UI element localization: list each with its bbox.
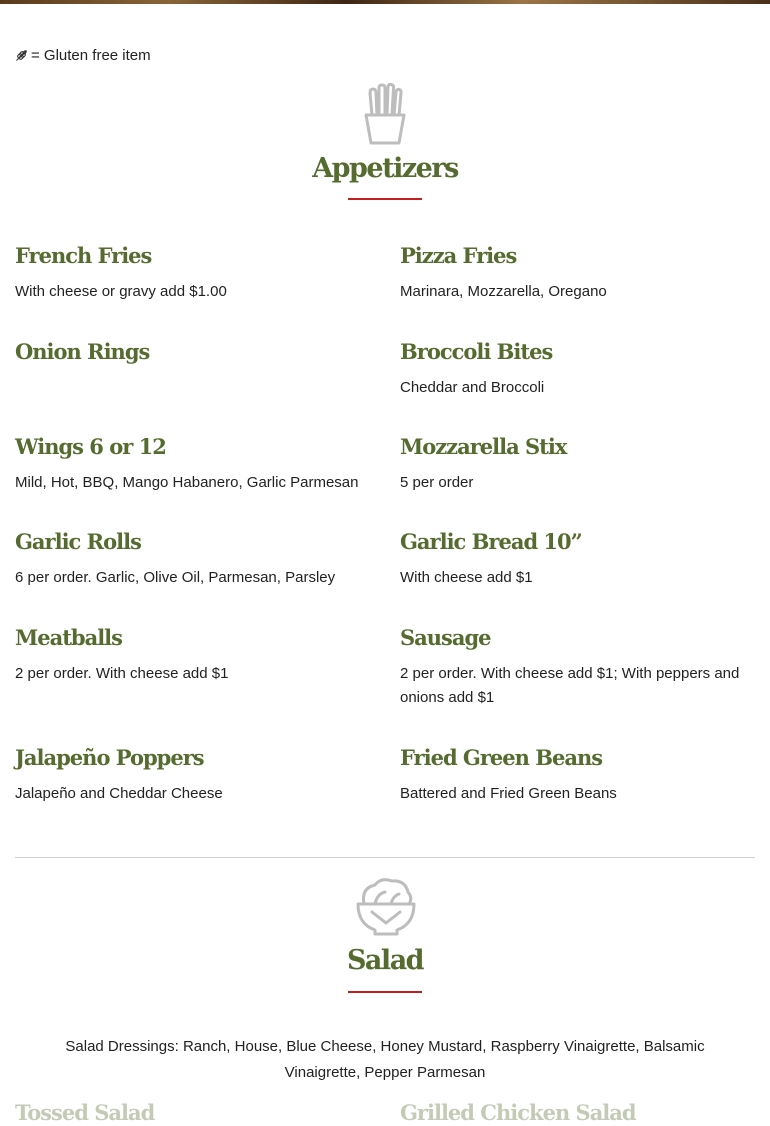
menu-item-name: Garlic Bread 10” — [400, 529, 582, 554]
menu-item — [400, 243, 760, 304]
menu-item-name: Wings 6 or 12 — [15, 434, 166, 459]
menu-item-description: Jalapeño and Cheddar Cheese — [15, 785, 223, 802]
salad-bowl-icon — [355, 876, 417, 938]
menu-item — [400, 529, 760, 590]
menu-item — [400, 745, 760, 806]
menu-item-name: Sausage — [400, 625, 491, 650]
menu-item-description: 5 per order — [400, 474, 474, 491]
section-divider — [15, 857, 755, 858]
menu-item — [15, 434, 375, 495]
menu-item-name: Fried Green Beans — [400, 745, 603, 770]
menu-item — [15, 243, 375, 304]
menu-item-description: Battered and Fried Green Beans — [400, 785, 617, 802]
section-title-appetizers: Appetizers — [312, 153, 458, 184]
menu-item-description: 2 per order. With cheese add $1 — [15, 665, 229, 682]
menu-item-description: Cheddar and Broccoli — [400, 379, 545, 396]
fries-icon — [362, 83, 408, 145]
title-underline — [348, 991, 422, 993]
menu-item-name: Jalapeño Poppers — [15, 745, 204, 770]
menu-item — [400, 625, 760, 710]
gluten-free-legend — [15, 47, 151, 64]
menu-item — [15, 745, 375, 806]
menu-item-description: With cheese or gravy add $1.00 — [15, 283, 227, 300]
menu-item — [15, 529, 375, 590]
menu-item-name: Meatballs — [15, 625, 122, 650]
menu-item-description: 2 per order. With cheese add $1; With peppers and onions add $1 — [400, 665, 740, 706]
menu-item-description: Mild, Hot, BBQ, Mango Habanero, Garlic Parmesan — [15, 474, 359, 491]
hero-image-strip — [0, 0, 770, 4]
menu-item — [400, 434, 760, 495]
menu-item-name: Mozzarella Stix — [400, 434, 567, 459]
menu-item-description: With cheese add $1 — [400, 569, 533, 586]
menu-item — [400, 339, 760, 400]
legend-text: = Gluten free item — [31, 47, 151, 64]
title-underline — [348, 198, 422, 200]
menu-item-name: Grilled Chicken Salad — [400, 1100, 636, 1125]
menu-item-name: Pizza Fries — [400, 243, 517, 268]
menu-item-name: Tossed Salad — [15, 1100, 155, 1125]
menu-item-description: 6 per order. Garlic, Olive Oil, Parmesan, Parsley — [15, 569, 336, 586]
salad-dressings-note: Salad Dressings: Ranch, House, Blue Cheese, Honey Mustard, Raspberry Vinaigrette, Balsamic Vinaigrette, Pepper Parmesan — [65, 1038, 705, 1081]
wheat-icon — [15, 49, 28, 62]
menu-item-description: Marinara, Mozzarella, Oregano — [400, 283, 607, 300]
section-title-salad: Salad — [346, 945, 424, 976]
menu-item-name: Garlic Rolls — [15, 529, 141, 554]
menu-item-name: French Fries — [15, 243, 152, 268]
menu-item-name: Broccoli Bites — [400, 339, 553, 364]
menu-item — [15, 625, 375, 686]
menu-item — [15, 339, 375, 376]
menu-item-name: Onion Rings — [15, 339, 150, 364]
